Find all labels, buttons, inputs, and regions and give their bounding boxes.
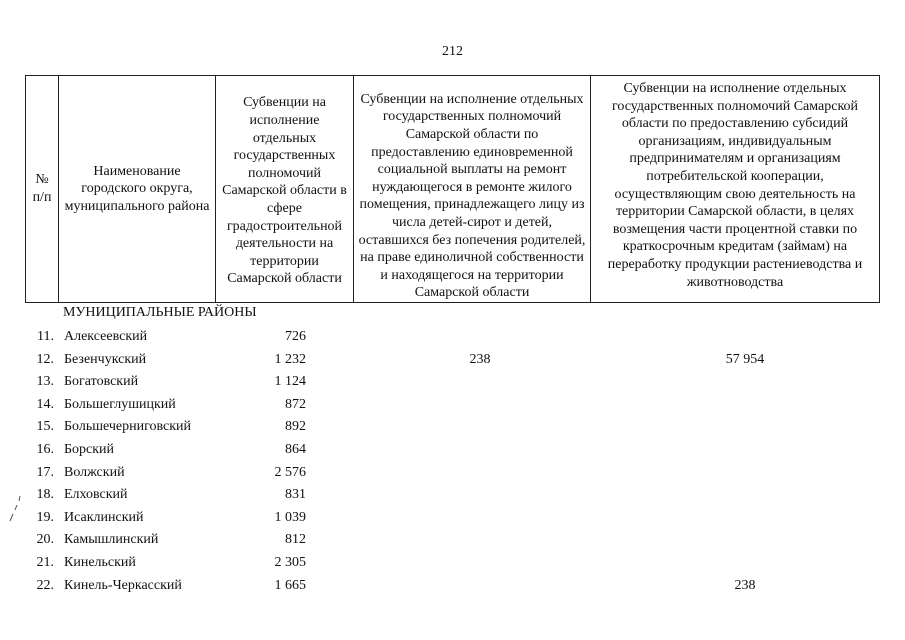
row-number: 11. (37, 329, 54, 344)
header-col-agri: Субвенции на исполнение отдельных государственных полномочий Самарской области по предоставлению субсидий организациям, индивидуальным предпринимателям и организациям потребительской кооперации, осуществляющим свою деятельность на территории Самарской области, в целях возмещения части процентной ставки по краткосрочным кредитам (займам) на переработку продукции растениеводства и животноводства (591, 76, 880, 303)
value-construction: 872 (285, 396, 306, 412)
value-construction: 726 (285, 329, 306, 344)
row-number: 12. (36, 351, 54, 367)
table-row (0, 442, 905, 464)
row-number: 18. (36, 487, 54, 503)
table-row (0, 578, 905, 600)
table-row (0, 419, 905, 441)
value-construction: 864 (285, 442, 306, 457)
row-number: 22. (36, 577, 54, 593)
row-name: Большечерниговский (64, 419, 192, 435)
table-row (0, 397, 905, 419)
header-col-name: Наименование городского округа, муниципального района (59, 76, 216, 303)
value-construction: 2 576 (274, 464, 306, 480)
value-orphans: 238 (469, 351, 491, 367)
value-construction: 1 039 (274, 509, 306, 525)
row-name: Волжский (64, 464, 125, 480)
row-number: 21. (36, 555, 54, 570)
table-row (0, 510, 905, 532)
table-row (0, 374, 905, 396)
table-row (0, 487, 905, 509)
table-row (0, 465, 905, 487)
header-col-orphans: Субвенции на исполнение отдельных государственных полномочий Самарской области по предоставлению единовременной социальной выплаты на ремонт нуждающегося в ремонте жилого помещения, принадлежащего лицу из числа детей-сирот и детей, оставшихся без попечения родителей, на праве единоличной собственности и находящегося на территории Самарской области (354, 76, 591, 303)
table-row (0, 532, 905, 554)
header-col-construction: Субвенции на исполнение отдельных государственных полномочий Самарской области в сфере градостроительной деятельности на территории Самарской области (216, 76, 354, 303)
row-name: Богатовский (64, 374, 139, 390)
header-col-num: № п/п (26, 76, 59, 303)
value-construction: 2 305 (274, 555, 306, 570)
row-name: Камышлинский (64, 532, 159, 548)
scan-mark (8, 495, 22, 523)
row-name: Кинель-Черкасский (64, 577, 182, 593)
row-name: Большеглушицкий (64, 396, 176, 412)
table-row (0, 555, 905, 577)
row-number: 15. (36, 419, 54, 435)
row-number: 14. (36, 396, 54, 412)
row-name: Елховский (64, 487, 128, 503)
row-number: 13. (36, 374, 54, 390)
value-construction: 1 124 (274, 374, 306, 390)
value-construction: 1 665 (274, 577, 306, 593)
value-construction: 812 (285, 532, 306, 548)
row-number: 19. (36, 509, 54, 525)
value-construction: 1 232 (274, 351, 306, 367)
value-construction: 892 (285, 419, 306, 435)
value-construction: 831 (285, 487, 306, 503)
value-agri: 57 954 (725, 351, 765, 367)
row-number: 16. (36, 442, 54, 457)
table-row (0, 352, 905, 374)
value-agri: 238 (734, 577, 756, 593)
row-name: Безенчукский (64, 351, 147, 367)
row-name: Алексеевский (64, 329, 148, 344)
row-name: Исаклинский (64, 509, 144, 525)
row-number: 20. (36, 532, 54, 548)
row-number: 17. (36, 464, 54, 480)
table-header (25, 75, 880, 303)
page-number: 212 (442, 44, 463, 59)
row-name: Борский (64, 442, 115, 457)
table-row (0, 329, 905, 351)
row-name: Кинельский (64, 555, 136, 570)
section-title: МУНИЦИПАЛЬНЫЕ РАЙОНЫ (63, 305, 257, 320)
